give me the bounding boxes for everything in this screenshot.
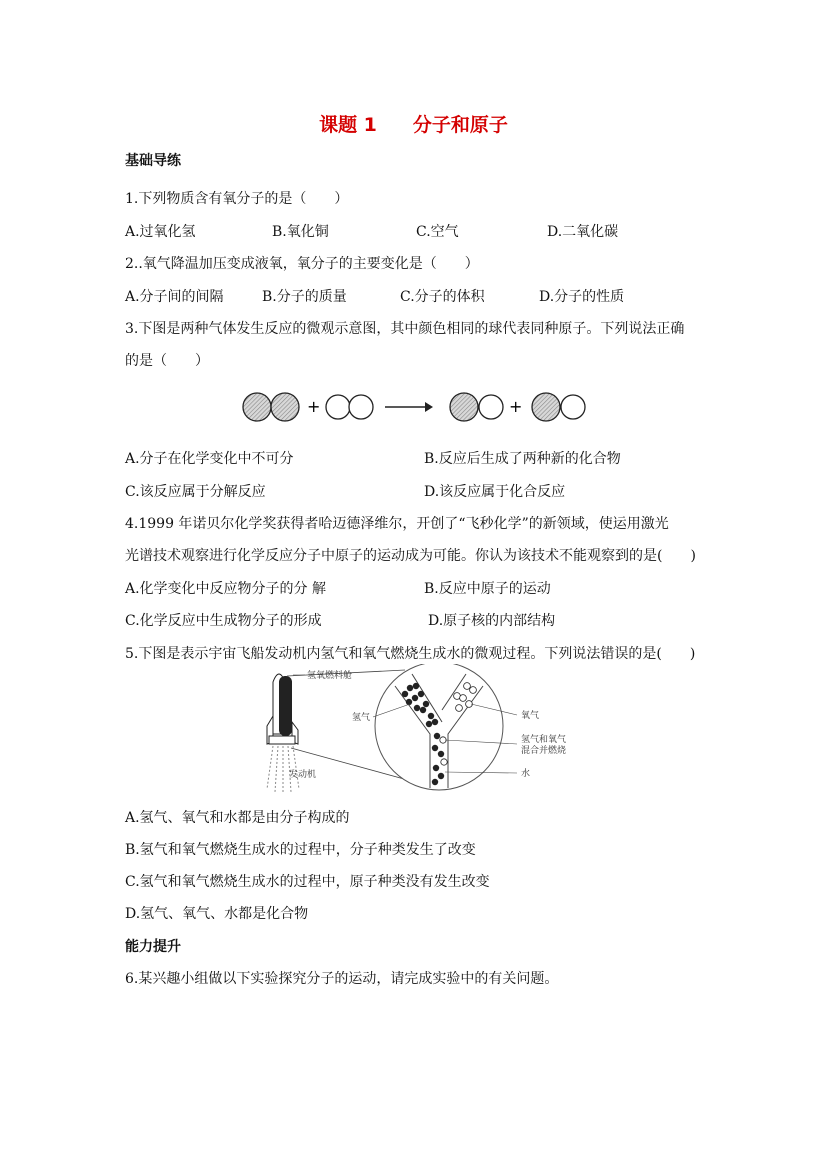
q5-option-b: B.氢气和氧气燃烧生成水的过程中，分子种类发生了改变: [125, 842, 476, 858]
q2-option-a: A.分子间的间隔: [125, 289, 224, 305]
q4-option-b: B.反应中原子的运动: [424, 581, 551, 597]
reaction-diagram: [235, 385, 595, 431]
q5-stem: 5.下图是表示宇宙飞船发动机内氢气和氧气燃烧生成水的微观过程。下列说法错误的是( ): [125, 646, 696, 662]
q2-stem: 2..氧气降温加压变成液氧，氧分子的主要变化是（ ）: [125, 256, 479, 272]
title-lesson: 课题 1: [319, 114, 377, 136]
q3-option-a: A.分子在化学变化中不可分: [125, 451, 294, 467]
q3-stem-line1: 3.下图是两种气体发生反应的微观示意图，其中颜色相同的球代表同种原子。下列说法正确: [125, 321, 685, 337]
magnified-view-circle: [375, 664, 503, 790]
q4-stem-line2: 光谱技术观察进行化学反应分子中原子的运动成为可能。你认为该技术不能观察到的是( ): [125, 548, 696, 564]
q5-option-d: D.氢气、氧气、水都是化合物: [125, 906, 309, 922]
section-advanced: 能力提升: [125, 939, 181, 955]
label-oxygen: 氧气: [521, 711, 540, 721]
title-topic: 分子和原子: [412, 114, 508, 136]
q3-stem-line2: 的是（ ）: [125, 353, 209, 369]
q1-stem: 1.下列物质含有氧分子的是（ ）: [125, 191, 349, 207]
label-engine: 发动机: [289, 770, 317, 780]
q4-option-a: A.化学变化中反应物分子的分 解: [125, 581, 327, 597]
label-water: 水: [521, 769, 531, 779]
q4-stem-line1: 4.1999 年诺贝尔化学奖获得者哈迈德泽维尔，开创了“飞秒化学”的新领域，使运用激光: [125, 516, 669, 532]
product-molecule-2: [532, 393, 585, 421]
q1-option-d: D.二氧化碳: [547, 224, 619, 240]
q1-option-a: A.过氧化氢: [125, 224, 196, 240]
q2-option-b: B.分子的质量: [262, 289, 347, 305]
q5-option-c: C.氢气和氧气燃烧生成水的过程中，原子种类没有发生改变: [125, 874, 490, 890]
q5-option-a: A.氢气、氧气和水都是由分子构成的: [125, 810, 350, 826]
q1-option-b: B.氧化铜: [272, 224, 329, 240]
q1-option-c: C.空气: [416, 224, 459, 240]
label-mix-line2: 混合并燃烧: [521, 746, 567, 756]
page-title: [0, 110, 827, 137]
q3-option-d: D.该反应属于化合反应: [424, 484, 566, 500]
q2-option-d: D.分子的性质: [539, 289, 625, 305]
q4-option-c: C.化学反应中生成物分子的形成: [125, 613, 322, 629]
label-mix-line1: 氢气和氧气: [521, 735, 567, 745]
reaction-arrow: [385, 402, 433, 412]
label-hydrogen: 氢气: [352, 713, 371, 723]
q3-option-b: B.反应后生成了两种新的化合物: [424, 451, 621, 467]
label-fuel-tank: 氢氧燃料舱: [307, 671, 353, 681]
q2-option-c: C.分子的体积: [400, 289, 485, 305]
molecule-white-diatomic: [326, 395, 373, 419]
spacecraft-engine-figure: [245, 664, 595, 796]
plus-sign-2: +: [509, 397, 523, 416]
product-molecule-1: [450, 393, 503, 421]
section-basic: 基础导练: [125, 153, 181, 169]
q3-option-c: C.该反应属于分解反应: [125, 484, 266, 500]
q6-stem: 6.某兴趣小组做以下实验探究分子的运动，请完成实验中的有关问题。: [125, 971, 559, 987]
molecule-shaded-diatomic: [243, 393, 299, 421]
q4-option-d: D.原子核的内部结构: [428, 613, 556, 629]
plus-sign-1: +: [307, 397, 321, 416]
